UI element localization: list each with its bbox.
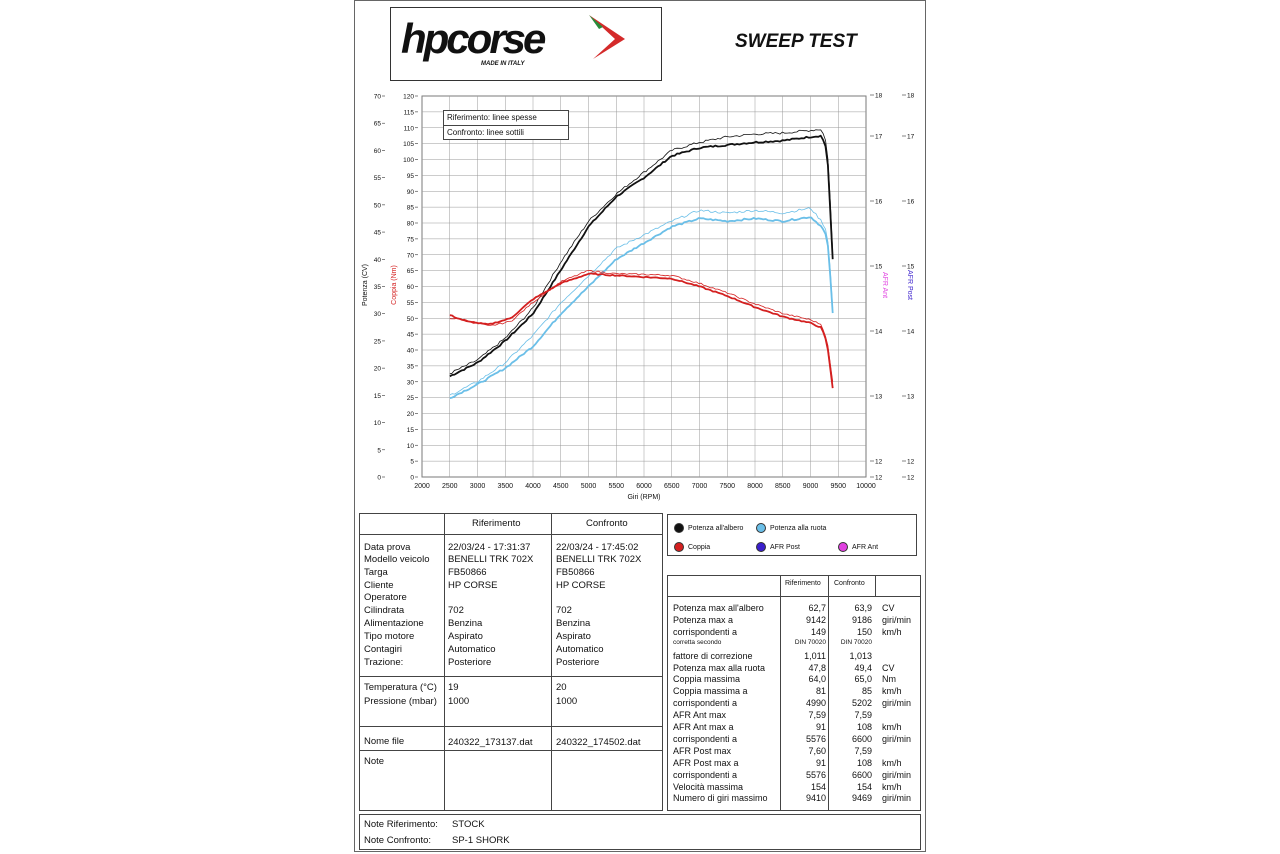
series-legend — [667, 514, 917, 556]
stats-header-conf: Confronto — [834, 580, 865, 587]
x-tick-label: 7500 — [719, 483, 736, 490]
stats-ref-value: 91 — [815, 757, 826, 768]
stats-ref-value: 5576 — [805, 733, 826, 744]
stats-label: Velocità massima — [673, 781, 744, 792]
env-conf-value: 20 — [556, 682, 567, 693]
coppia-tick-label: 90 — [406, 188, 414, 196]
stats-ref-value: 47,8 — [808, 662, 826, 673]
stats-conf-value: 7,59 — [854, 710, 872, 721]
stats-ref-value: 62,7 — [808, 603, 826, 613]
info-conf-value: FB50866 — [556, 567, 595, 578]
chart-series — [450, 130, 833, 398]
potenza-tick-label: 10 — [373, 420, 381, 428]
stats-conf-value: 65,0 — [854, 674, 872, 685]
coppia-tick-label: 120 — [403, 93, 414, 101]
stats-ref-value: 5576 — [805, 769, 826, 780]
stats-conf-value: 49,4 — [854, 662, 872, 673]
coppia-tick-label: 35 — [406, 363, 414, 371]
afr-low-tick-label: 12 — [907, 474, 915, 482]
nome-file-label: Nome file — [364, 736, 405, 747]
env-conf-value: 1000 — [556, 696, 578, 707]
x-axis-title: Giri (RPM) — [627, 494, 661, 501]
stats-label: corrispondenti a — [673, 698, 738, 709]
stats-label: AFR Ant max — [673, 710, 727, 721]
stats-conf-value: DIN 70020 — [840, 638, 872, 646]
info-ref-value: Posteriore — [448, 657, 492, 668]
series-line-ref — [450, 136, 833, 377]
coppia-tick-label: 65 — [406, 268, 414, 276]
page-title: SWEEP TEST — [735, 31, 857, 52]
coppia-tick-label: 75 — [406, 236, 414, 244]
x-tick-label: 6500 — [663, 483, 680, 490]
coppia-tick-label: 0 — [410, 474, 414, 482]
logo-tagline: MADE IN ITALY — [481, 61, 525, 67]
potenza-tick-label: 25 — [373, 338, 381, 346]
info-conf-value: 22/03/24 - 17:45:02 — [556, 542, 639, 553]
afr-ant-tick-label: 17 — [907, 133, 915, 141]
potenza-tick-label: 45 — [373, 229, 381, 237]
stats-ref-value: 81 — [815, 686, 826, 697]
coppia-tick-label: 50 — [406, 315, 414, 323]
afr-post-tick-label: 17 — [875, 133, 883, 141]
stats-unit: km/h — [882, 781, 902, 792]
x-tick-label: 8500 — [774, 483, 791, 490]
potenza-tick-label: 20 — [373, 365, 381, 373]
series-line-conf — [450, 130, 833, 374]
coppia-tick-label: 15 — [406, 426, 414, 434]
info-label: Data prova — [364, 542, 411, 553]
afr-ant-tick-label: 13 — [907, 393, 915, 401]
chart-style-legend — [443, 110, 569, 140]
coppia-tick-label: 60 — [406, 284, 414, 291]
notes-panel — [359, 814, 921, 850]
x-tick-label: 9500 — [830, 483, 847, 490]
stats-label: corrispondenti a — [673, 626, 738, 637]
stats-unit: giri/min — [882, 769, 912, 780]
legend-dot-icon — [756, 542, 766, 552]
info-ref-value: HP CORSE — [448, 580, 498, 591]
info-label: Modello veicolo — [364, 554, 430, 565]
nome-file-ref: 240322_173137.dat — [448, 737, 533, 748]
x-tick-label: 7000 — [691, 483, 708, 490]
afr-post-tick-label: 18 — [875, 92, 883, 100]
afr-post-tick-label: 16 — [875, 198, 883, 206]
info-label: Trazione: — [364, 657, 404, 668]
stats-ref-value: 7,60 — [808, 745, 826, 756]
stats-conf-value: 154 — [856, 781, 872, 792]
stats-conf-value: 9469 — [851, 793, 872, 804]
stats-conf-value: 150 — [856, 626, 872, 637]
stats-conf-value: 7,59 — [854, 745, 872, 756]
stats-label: Potenza max all'albero — [673, 603, 764, 613]
stats-ref-value: 64,0 — [808, 674, 826, 685]
afr-post-tick-label: 14 — [875, 328, 883, 336]
info-label: Targa — [364, 567, 388, 578]
info-ref-value: BENELLI TRK 702X — [448, 554, 534, 565]
info-conf-value: Aspirato — [556, 631, 591, 642]
afr-post-axis-title: AFR Post — [906, 270, 913, 300]
potenza-tick-label: 5 — [377, 447, 381, 455]
legend-dot-icon — [674, 523, 684, 533]
stats-unit: giri/min — [882, 733, 912, 744]
coppia-tick-label: 110 — [403, 125, 414, 133]
stats-unit: km/h — [882, 757, 902, 768]
potenza-tick-label: 55 — [373, 175, 381, 183]
logo-wordmark: hpcorse — [401, 15, 544, 62]
stats-conf-value: 108 — [856, 722, 872, 732]
info-label: Tipo motore — [364, 631, 415, 642]
x-tick-label: 4000 — [525, 483, 541, 490]
coppia-tick-label: 30 — [406, 379, 414, 387]
stats-label: corrispondenti a — [673, 733, 738, 744]
stats-unit: CV — [882, 603, 895, 613]
afr-post-tick-label: 12 — [875, 458, 883, 466]
stats-label: fattore di correzione — [673, 650, 753, 661]
stats-ref-value: 149 — [810, 626, 826, 637]
info-header-ref: Riferimento — [472, 518, 521, 529]
afr-ant-tick-label: 15 — [907, 263, 915, 271]
legend-item: AFR Post — [756, 542, 800, 552]
info-table — [359, 513, 663, 811]
coppia-tick-label: 25 — [406, 395, 414, 403]
info-label: Cilindrata — [364, 605, 405, 616]
potenza-tick-label: 60 — [373, 147, 381, 155]
x-tick-label: 6000 — [636, 483, 652, 490]
coppia-tick-label: 10 — [406, 442, 414, 450]
stats-unit: km/h — [882, 626, 902, 637]
afr-ant-tick-label: 12 — [907, 458, 915, 466]
stats-conf-value: 108 — [856, 757, 872, 768]
x-tick-label: 10000 — [856, 483, 876, 490]
info-ref-value: FB50866 — [448, 567, 487, 578]
potenza-tick-label: 65 — [373, 120, 381, 128]
info-ref-value: 22/03/24 - 17:31:37 — [448, 542, 531, 553]
coppia-tick-label: 105 — [403, 141, 414, 149]
stats-conf-value: 63,9 — [854, 603, 872, 613]
info-conf-value: Posteriore — [556, 657, 600, 668]
legend-dot-icon — [674, 542, 684, 552]
x-tick-label: 8000 — [747, 483, 763, 490]
coppia-tick-label: 70 — [406, 252, 414, 260]
x-tick-label: 3500 — [497, 483, 514, 490]
coppia-tick-label: 55 — [406, 299, 414, 307]
info-conf-value: Automatico — [556, 644, 604, 655]
note-conf-label: Note Confronto: — [364, 835, 432, 846]
info-ref-value: Aspirato — [448, 631, 483, 642]
stats-unit: km/h — [882, 722, 902, 732]
stats-conf-value: 1,013 — [849, 650, 872, 661]
legend-dot-icon — [838, 542, 848, 552]
stats-ref-value: DIN 70020 — [794, 638, 826, 646]
env-ref-value: 19 — [448, 682, 459, 693]
coppia-tick-label: 115 — [403, 109, 414, 117]
x-tick-label: 9000 — [802, 483, 819, 490]
stats-ref-value: 4990 — [805, 698, 826, 709]
afr-low-tick-label: 12 — [875, 474, 883, 482]
coppia-tick-label: 100 — [403, 157, 414, 164]
info-conf-value: HP CORSE — [556, 580, 606, 591]
series-line-conf — [450, 270, 833, 381]
afr-ant-tick-label: 14 — [907, 328, 915, 336]
stats-conf-value: 6600 — [851, 769, 872, 780]
info-label: Cliente — [364, 580, 394, 591]
stats-label: Potenza max alla ruota — [673, 662, 766, 673]
coppia-tick-label: 80 — [406, 220, 414, 228]
info-label: Alimentazione — [364, 618, 424, 629]
x-tick-label: 5000 — [580, 483, 597, 490]
potenza-tick-label: 15 — [373, 392, 381, 400]
stats-conf-value: 85 — [861, 686, 872, 697]
env-ref-value: 1000 — [448, 696, 470, 707]
note-conf-value: SP-1 SHORK — [452, 835, 510, 846]
legend-ref-style: Riferimento: linee spesse — [447, 113, 537, 122]
legend-item: Coppia — [674, 542, 710, 552]
stats-label: Numero di giri massimo — [673, 793, 768, 804]
stats-header-ref: Riferimento — [785, 580, 821, 587]
info-conf-value: 702 — [556, 605, 572, 616]
report-sheet — [354, 0, 926, 852]
stats-label: AFR Post max a — [673, 757, 739, 768]
stats-label: corrispondenti a — [673, 769, 738, 780]
legend-item: AFR Ant — [838, 542, 878, 552]
note-ref-label: Note Riferimento: — [364, 819, 438, 830]
info-ref-value: Automatico — [448, 644, 496, 655]
stats-label: AFR Ant max a — [673, 722, 734, 732]
potenza-tick-label: 35 — [373, 284, 381, 291]
stats-label: corretta secondo — [673, 638, 722, 646]
logo-chevron-icon — [585, 13, 627, 63]
stats-conf-value: 9186 — [851, 614, 872, 625]
x-tick-label: 2500 — [441, 483, 458, 490]
stats-ref-value: 1,011 — [804, 650, 826, 661]
x-tick-label: 2000 — [414, 483, 430, 490]
stats-unit: Nm — [882, 674, 896, 685]
stats-label: AFR Post max — [673, 745, 732, 756]
stats-label: Coppia massima — [673, 674, 741, 685]
afr-post-tick-label: 13 — [875, 393, 883, 401]
stats-conf-value: 5202 — [851, 698, 872, 709]
legend-item: Potenza alla ruota — [756, 523, 826, 533]
x-tick-label: 3000 — [469, 483, 486, 490]
potenza-tick-label: 50 — [373, 202, 381, 210]
stats-conf-value: 6600 — [851, 733, 872, 744]
info-ref-value: 702 — [448, 605, 464, 616]
x-tick-label: 5500 — [608, 483, 625, 490]
afr-ant-tick-label: 16 — [907, 198, 915, 206]
stats-unit: giri/min — [882, 614, 912, 625]
potenza-tick-label: 40 — [373, 256, 381, 264]
info-conf-value: BENELLI TRK 702X — [556, 554, 642, 565]
coppia-tick-label: 45 — [406, 331, 414, 339]
note-ref-value: STOCK — [452, 819, 485, 830]
stats-ref-value: 91 — [815, 722, 826, 732]
afr-ant-tick-label: 18 — [907, 92, 915, 100]
potenza-tick-label: 0 — [377, 474, 381, 482]
info-label: Contagiri — [364, 644, 403, 655]
coppia-tick-label: 95 — [406, 172, 414, 180]
stats-label: Coppia massima a — [673, 686, 748, 697]
info-conf-value: Benzina — [556, 618, 591, 629]
coppia-tick-label: 85 — [406, 204, 414, 212]
stats-unit: km/h — [882, 686, 902, 697]
stats-ref-value: 9410 — [805, 793, 826, 804]
stats-unit: giri/min — [882, 793, 912, 804]
info-label: Operatore — [364, 592, 407, 603]
stats-table — [667, 575, 921, 811]
stats-unit: CV — [882, 662, 895, 673]
legend-item: Potenza all'albero — [674, 523, 743, 533]
potenza-tick-label: 30 — [373, 311, 381, 319]
coppia-axis-title: Coppia (Nm) — [391, 265, 398, 305]
potenza-axis-title: Potenza (CV) — [362, 263, 369, 307]
info-ref-value: Benzina — [448, 618, 483, 629]
sweep-chart — [355, 85, 927, 505]
coppia-tick-label: 40 — [406, 347, 414, 355]
stats-unit: giri/min — [882, 698, 912, 709]
afr-ant-axis-title: AFR Ant — [881, 271, 888, 299]
stats-ref-value: 154 — [810, 781, 826, 792]
potenza-tick-label: 70 — [373, 93, 381, 101]
series-line-ref — [450, 273, 833, 388]
chart-grid — [422, 96, 866, 477]
legend-conf-style: Confronto: linee sottili — [447, 128, 524, 137]
env-label: Pressione (mbar) — [364, 696, 437, 707]
note-label: Note — [364, 756, 385, 767]
coppia-tick-label: 5 — [410, 458, 414, 466]
stats-label: Potenza max a — [673, 614, 734, 625]
legend-dot-icon — [756, 523, 766, 533]
afr-post-tick-label: 15 — [875, 263, 883, 271]
x-tick-label: 4500 — [552, 483, 569, 490]
stats-ref-value: 9142 — [805, 614, 826, 625]
env-label: Temperatura (°C) — [364, 682, 437, 693]
nome-file-conf: 240322_174502.dat — [556, 737, 641, 748]
info-header-conf: Confronto — [586, 518, 628, 529]
stats-ref-value: 7,59 — [808, 710, 826, 721]
series-line-ref — [450, 218, 833, 399]
coppia-tick-label: 20 — [406, 411, 414, 418]
